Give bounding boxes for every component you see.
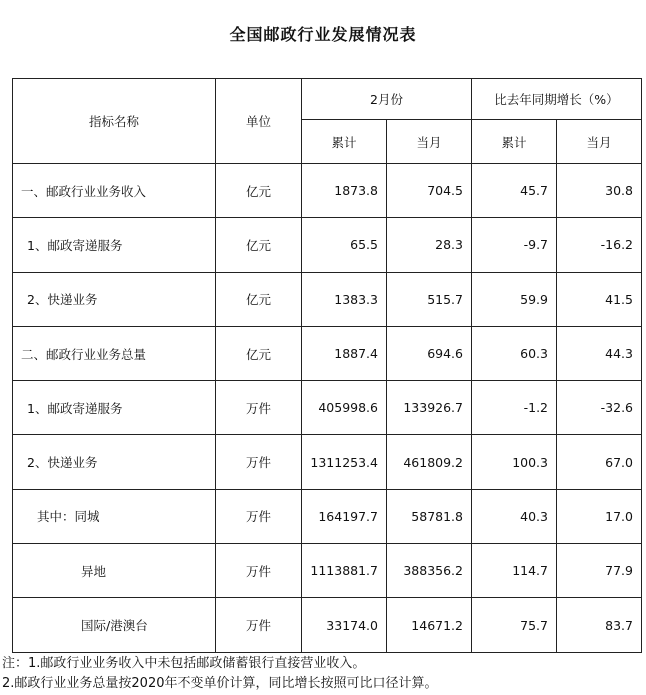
table-row [13, 381, 642, 435]
indicator-name: 1、邮政寄递服务 [13, 218, 216, 272]
table-row [13, 326, 642, 380]
yoy-cumulative-cell: 40.3 [472, 489, 557, 543]
yoy-current-month-cell: 83.7 [557, 598, 642, 652]
cumulative-cell: 65.5 [302, 218, 387, 272]
yoy-cumulative-cell: 59.9 [472, 272, 557, 326]
indicator-name: 1、邮政寄递服务 [13, 381, 216, 435]
header-indicator: 指标名称 [13, 79, 216, 164]
yoy-cumulative-cell: 114.7 [472, 544, 557, 598]
table-row [13, 598, 642, 652]
unit-cell: 万件 [216, 381, 302, 435]
table-row [13, 164, 642, 218]
cumulative-cell: 1873.8 [302, 164, 387, 218]
header-cumulative: 累计 [302, 120, 387, 164]
current-month-cell: 58781.8 [387, 489, 472, 543]
indicator-name: 国际/港澳台 [13, 598, 216, 652]
current-month-cell: 388356.2 [387, 544, 472, 598]
indicator-name: 2、快递业务 [13, 272, 216, 326]
yoy-cumulative-cell: -1.2 [472, 381, 557, 435]
yoy-cumulative-cell: 45.7 [472, 164, 557, 218]
unit-cell: 亿元 [216, 218, 302, 272]
current-month-cell: 133926.7 [387, 381, 472, 435]
table-row [13, 218, 642, 272]
unit-cell: 万件 [216, 598, 302, 652]
unit-cell: 万件 [216, 489, 302, 543]
cumulative-cell: 1887.4 [302, 326, 387, 380]
yoy-current-month-cell: 77.9 [557, 544, 642, 598]
footnote-2: 2.邮政行业业务总量按2020年不变单价计算，同比增长按照可比口径计算。 [2, 676, 438, 691]
yoy-current-month-cell: 17.0 [557, 489, 642, 543]
header-yoy-growth: 比去年同期增长（%） [472, 79, 642, 120]
cumulative-cell: 1383.3 [302, 272, 387, 326]
yoy-cumulative-cell: 60.3 [472, 326, 557, 380]
header-february: 2月份 [302, 79, 472, 120]
yoy-current-month-cell: -16.2 [557, 218, 642, 272]
unit-cell: 万件 [216, 544, 302, 598]
unit-cell: 亿元 [216, 164, 302, 218]
yoy-cumulative-cell: 100.3 [472, 435, 557, 489]
footnote-1: 注：1.邮政行业业务收入中未包括邮政储蓄银行直接营业收入。 [2, 656, 366, 671]
current-month-cell: 515.7 [387, 272, 472, 326]
indicator-name: 异地 [13, 544, 216, 598]
yoy-cumulative-cell: 75.7 [472, 598, 557, 652]
indicator-name: 二、邮政行业业务总量 [13, 326, 216, 380]
postal-stats-table [12, 78, 642, 653]
table-row [13, 489, 642, 543]
header-unit: 单位 [216, 79, 302, 164]
table-row [13, 544, 642, 598]
indicator-name: 其中：同城 [13, 489, 216, 543]
header-yoy-cumulative: 累计 [472, 120, 557, 164]
indicator-name: 2、快递业务 [13, 435, 216, 489]
current-month-cell: 694.6 [387, 326, 472, 380]
yoy-current-month-cell: 44.3 [557, 326, 642, 380]
yoy-current-month-cell: 30.8 [557, 164, 642, 218]
header-yoy-current-month: 当月 [557, 120, 642, 164]
current-month-cell: 28.3 [387, 218, 472, 272]
cumulative-cell: 164197.7 [302, 489, 387, 543]
unit-cell: 万件 [216, 435, 302, 489]
cumulative-cell: 405998.6 [302, 381, 387, 435]
yoy-cumulative-cell: -9.7 [472, 218, 557, 272]
table-row [13, 272, 642, 326]
indicator-name: 一、邮政行业业务收入 [13, 164, 216, 218]
yoy-current-month-cell: 67.0 [557, 435, 642, 489]
current-month-cell: 704.5 [387, 164, 472, 218]
header-current-month: 当月 [387, 120, 472, 164]
cumulative-cell: 1113881.7 [302, 544, 387, 598]
unit-cell: 亿元 [216, 326, 302, 380]
yoy-current-month-cell: -32.6 [557, 381, 642, 435]
current-month-cell: 14671.2 [387, 598, 472, 652]
cumulative-cell: 33174.0 [302, 598, 387, 652]
table-row [13, 435, 642, 489]
current-month-cell: 461809.2 [387, 435, 472, 489]
cumulative-cell: 1311253.4 [302, 435, 387, 489]
unit-cell: 亿元 [216, 272, 302, 326]
table-title: 全国邮政行业发展情况表 [229, 25, 417, 44]
yoy-current-month-cell: 41.5 [557, 272, 642, 326]
footnotes [2, 654, 642, 694]
